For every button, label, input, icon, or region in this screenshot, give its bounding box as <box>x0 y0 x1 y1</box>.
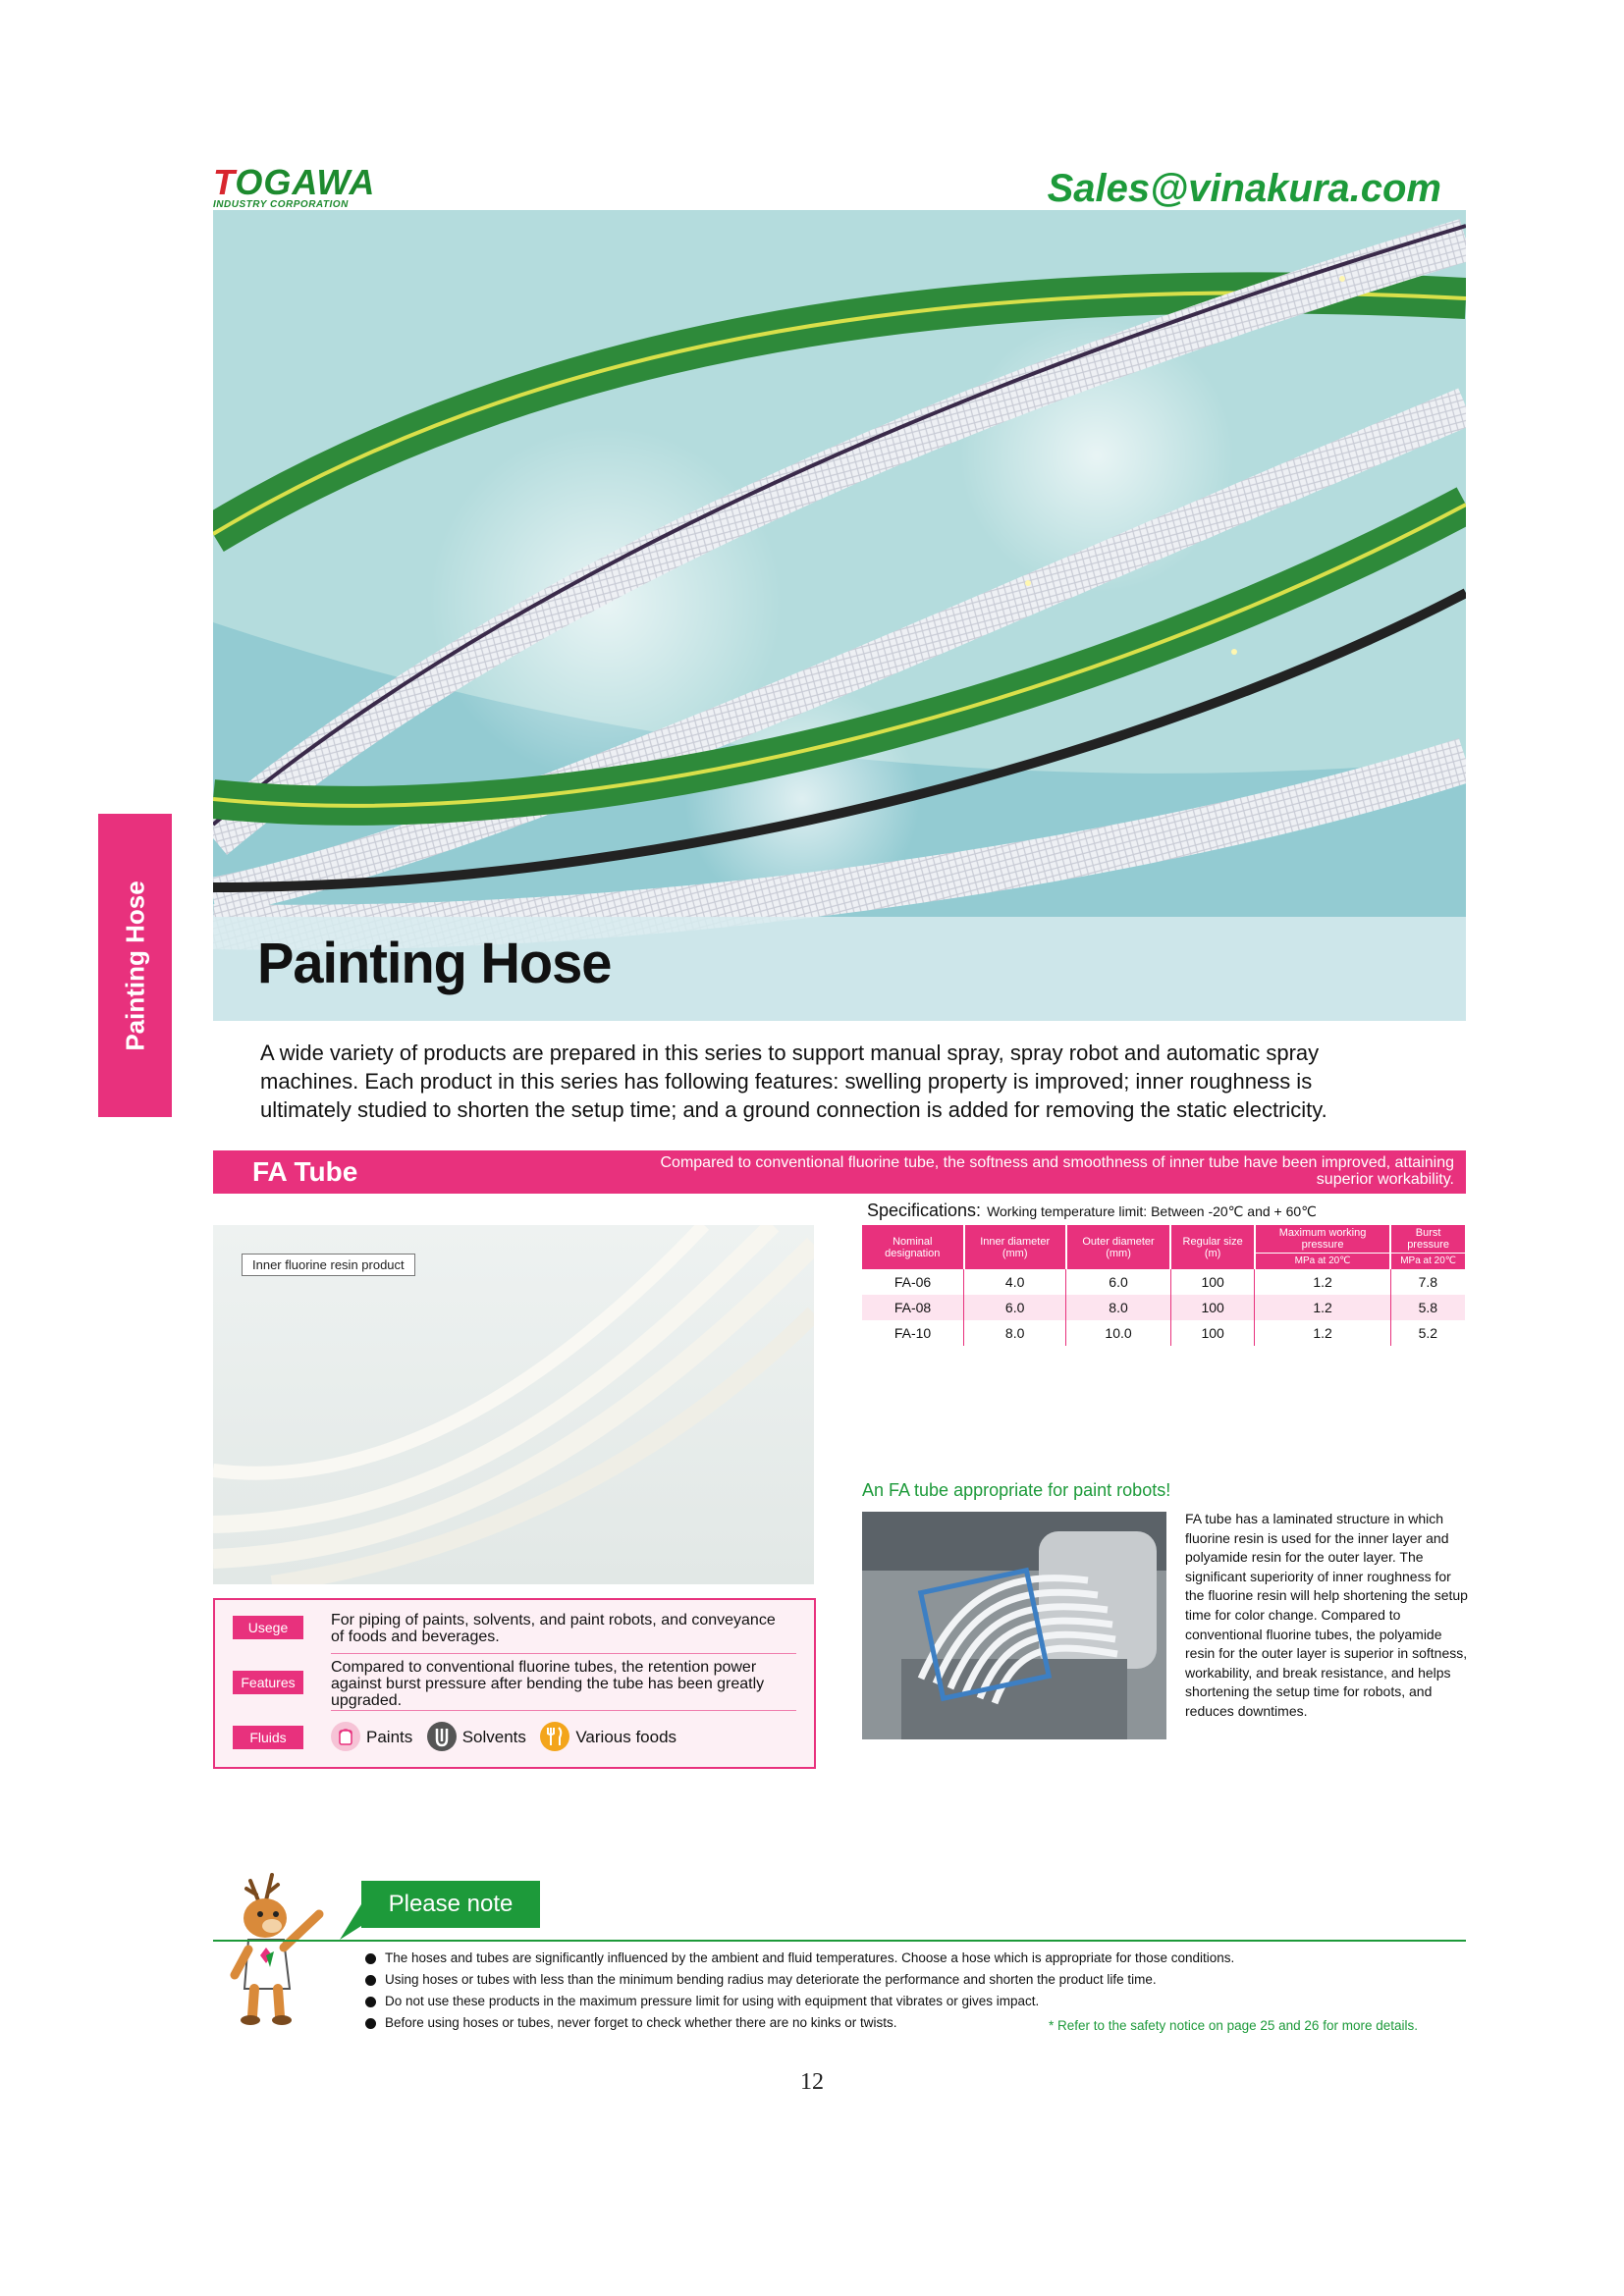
cell: 4.0 <box>964 1269 1066 1295</box>
cell: FA-08 <box>862 1295 964 1320</box>
cell: 10.0 <box>1066 1320 1171 1346</box>
features-tag: Features <box>233 1671 303 1694</box>
col-max-pressure-unit: MPa at 20℃ <box>1255 1254 1390 1270</box>
fluids-list <box>331 1722 802 1755</box>
fluid-foods <box>540 1722 677 1751</box>
safety-reference: * Refer to the safety notice on page 25 and 26 for more details. <box>1049 2018 1418 2033</box>
table-row <box>862 1269 1465 1295</box>
cell: 5.8 <box>1390 1295 1465 1320</box>
fluid-solvents <box>427 1722 526 1751</box>
cell: 1.2 <box>1255 1269 1390 1295</box>
cell: 8.0 <box>964 1320 1066 1346</box>
page-title: Painting Hose <box>257 930 612 995</box>
specifications-title <box>867 1201 1317 1221</box>
company-logo <box>213 162 376 210</box>
page-number: 12 <box>800 2069 824 2095</box>
fluid-paints-label: Paints <box>366 1727 413 1746</box>
logo-subtitle: INDUSTRY CORPORATION <box>213 199 349 210</box>
intro-paragraph: A wide variety of products are prepared in this series to support manual spray, spray robot and automatic spray machines. Each product in this series has following features: swelling property is improved; inner roughness is ultimately studied to shorten the setup time; and a ground connection is added for removing the static electricity. <box>260 1041 1327 1122</box>
product-label: Inner fluorine resin product <box>242 1254 415 1276</box>
divider <box>331 1653 796 1654</box>
robot-section-title: An FA tube appropriate for paint robots! <box>862 1480 1171 1500</box>
fa-tube-title: FA Tube <box>252 1156 358 1187</box>
fluid-foods-label: Various foods <box>575 1727 677 1746</box>
usage-tag: Usege <box>233 1616 303 1639</box>
divider <box>331 1710 796 1711</box>
col-regular-size: Regular size (m) <box>1170 1225 1255 1269</box>
cell: 100 <box>1170 1269 1255 1295</box>
usage-info-box <box>213 1598 816 1769</box>
paint-robot-photo <box>862 1512 1166 1739</box>
note-item: The hoses and tubes are significantly influenced by the ambient and fluid temperatures. Choose a hose which is appropriate for those conditions. <box>365 1948 1465 1969</box>
col-burst-pressure: Burst pressure <box>1390 1225 1465 1254</box>
col-inner-diameter: Inner diameter (mm) <box>964 1225 1066 1269</box>
cell: 1.2 <box>1255 1295 1390 1320</box>
note-item: Before using hoses or tubes, never forget to check whether there are no kinks or twists. <box>365 2012 1465 2034</box>
specifications-label: Specifications: <box>867 1201 982 1220</box>
fa-tube-description: Compared to conventional fluorine tube, the softness and smoothness of inner tube have been improved, attaining superior workability. <box>660 1154 1454 1188</box>
robot-description: FA tube has a laminated structure in which fluorine resin is used for the inner layer and polyamide resin for the outer layer. The significant superiority of inner roughness for the fluorine resin will help shortening the setup time for color change. Compared to conventional fluorine tubes, the polyamide resin for the outer layer is superior in softness, workability, and break resistance, and helps shortening the setup time for robots, and reduces downtimes. <box>1185 1511 1468 1719</box>
fa-tube-product-image <box>213 1225 814 1584</box>
deer-mascot-icon <box>221 1871 339 2033</box>
cell: 6.0 <box>964 1295 1066 1320</box>
fluid-paints <box>331 1722 412 1751</box>
sales-email-link[interactable]: Sales@vinakura.com <box>1047 167 1441 210</box>
solvent-flask-icon <box>427 1722 457 1751</box>
section-side-tab <box>98 814 172 1117</box>
cell: FA-10 <box>862 1320 964 1346</box>
cell: 1.2 <box>1255 1320 1390 1346</box>
hero-hose-image <box>213 210 1466 1021</box>
fa-tube-header <box>213 1150 1466 1194</box>
cell: 6.0 <box>1066 1269 1171 1295</box>
fluids-tag: Fluids <box>233 1726 303 1749</box>
fork-knife-icon <box>540 1722 569 1751</box>
table-row <box>862 1295 1465 1320</box>
note-item: Do not use these products in the maximum pressure limit for using with equipment that vibrates or gives impact. <box>365 1991 1465 2012</box>
hose-illustration <box>213 210 1466 1021</box>
cell: 7.8 <box>1390 1269 1465 1295</box>
paint-can-icon <box>331 1722 360 1751</box>
tube-coil-illustration <box>213 1225 814 1584</box>
note-divider <box>213 1940 1466 1942</box>
note-item: Using hoses or tubes with less than the minimum bending radius may deteriorate the performance and shorten the product life time. <box>365 1969 1465 1991</box>
cell: FA-06 <box>862 1269 964 1295</box>
note-pointer-icon <box>340 1904 363 1942</box>
specifications-table <box>862 1225 1465 1346</box>
cell: 8.0 <box>1066 1295 1171 1320</box>
cell: 100 <box>1170 1320 1255 1346</box>
col-max-pressure: Maximum working pressure <box>1255 1225 1390 1254</box>
features-text: Compared to conventional fluorine tubes, the retention power against burst pressure after bending the tube has been greatly upgraded. <box>331 1659 765 1709</box>
usage-text: For piping of paints, solvents, and paint robots, and conveyance of foods and beverages. <box>331 1612 776 1645</box>
col-nominal: Nominal designation <box>862 1225 964 1269</box>
cell: 5.2 <box>1390 1320 1465 1346</box>
robot-illustration <box>862 1512 1166 1739</box>
col-burst-pressure-unit: MPa at 20℃ <box>1390 1254 1465 1270</box>
table-row <box>862 1320 1465 1346</box>
col-outer-diameter: Outer diameter (mm) <box>1066 1225 1171 1269</box>
cell: 100 <box>1170 1295 1255 1320</box>
logo-text: TOGAWA <box>213 162 376 202</box>
temperature-limit: Working temperature limit: Between -20℃ and + 60℃ <box>987 1203 1317 1219</box>
side-tab-label: Painting Hose <box>120 880 149 1051</box>
fluid-solvents-label: Solvents <box>461 1727 526 1746</box>
please-note-label: Please note <box>361 1881 540 1928</box>
